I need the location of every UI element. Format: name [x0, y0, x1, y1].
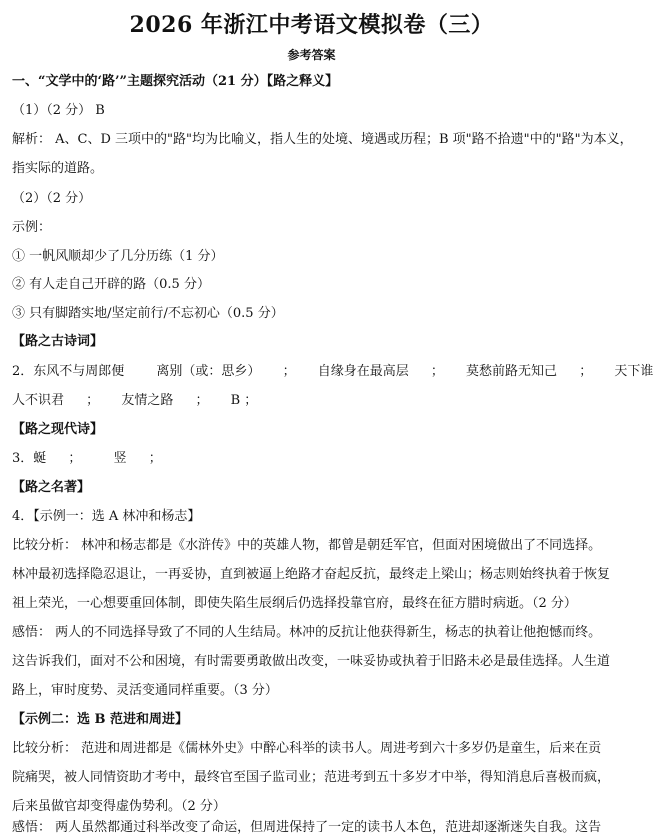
- paragraph-line: 林冲最初选择隐忍退让，一再妥协，直到被逼上绝路才奋起反抗，最终走上梁山；杨志则始终执着于恢复: [12, 567, 611, 582]
- answer-3-blank-1: 3．蜒: [12, 451, 47, 466]
- separator: ；: [195, 393, 209, 408]
- answer-3-blank-2: 竖: [113, 451, 127, 466]
- paragraph-line: 比较分析： 林冲和杨志都是《水浒传》中的英雄人物，都曾是朝廷军官，但面对困境做出了不同选择。: [12, 538, 602, 553]
- separator: ；: [148, 451, 162, 466]
- answer-2-line-2: [12, 391, 615, 411]
- paragraph-line: 后来虽做官却变得虚伪势利。（2 分）: [12, 799, 226, 814]
- document-subtitle: 参考答案: [287, 48, 336, 62]
- section-heading-poetry: 【路之古诗词】: [12, 334, 104, 349]
- example-item-2: ② 有人走自己开辟的路（0.5 分）: [12, 277, 210, 292]
- analysis-line-2: 指实际的道路。: [12, 161, 104, 176]
- answer-2-blank-6: 人不识君: [12, 393, 65, 408]
- answer-1-1: （1）（2 分） B: [12, 103, 105, 118]
- answer-2-blank-7: 友情之路: [121, 393, 174, 408]
- answer-2-blank-3: 自缘身在最高层: [317, 364, 409, 379]
- answer-4-example-1-heading: 4．【示例一：选 A 林冲和杨志】: [12, 509, 201, 524]
- document-title: 2026 年浙江中考语文模拟卷（三）: [129, 12, 494, 38]
- answer-2-blank-1: 2．东风不与周郎便: [12, 364, 125, 379]
- example-item-1: ① 一帆风顺却少了几分历练（1 分）: [12, 249, 224, 264]
- answer-2-line-1: [12, 362, 653, 382]
- answer-1-2: （2）（2 分）: [12, 191, 92, 206]
- separator: ；: [579, 364, 593, 379]
- answer-2-blank-5: 天下谁: [614, 364, 653, 379]
- example-item-3: ③ 只有脚踏实地/坚定前行/不忘初心（0.5 分）: [12, 306, 284, 321]
- answer-4-example-2-heading: 【示例二：选 B 范进和周进】: [12, 712, 189, 727]
- paragraph-line: 这告诉我们，面对不公和困境，有时需要勇敢做出改变，一味妥协或执着于旧路未必是最佳选择。人生道: [12, 654, 611, 669]
- paragraph-line: 路上，审时度势、灵活变通同样重要。（3 分）: [12, 683, 278, 698]
- separator: ；: [68, 451, 82, 466]
- section-heading-1: 一、“文学中的‘路’”主题探究活动（21 分）【路之释义】: [12, 74, 339, 89]
- paragraph-line: 比较分析： 范进和周进都是《儒林外史》中醉心科举的读书人。周进考到六十多岁仍是童生，后来在贡: [12, 741, 602, 756]
- analysis-line-1: 解析： A、C、D 三项中的"路"均为比喻义，指人生的处境、境遇或历程；B 项"路不拾遗"中的"路"为本义，: [12, 132, 633, 147]
- separator: ；: [430, 364, 444, 379]
- paragraph-line: 院痛哭，被人同情资助才考中，最终官至国子监司业；范进考到五十多岁才中举，得知消息后喜极而疯，: [12, 770, 611, 785]
- separator: ；: [86, 393, 100, 408]
- answer-3: [12, 449, 615, 469]
- separator: ；: [282, 364, 296, 379]
- example-label: 示例：: [12, 220, 52, 235]
- section-heading-classics: 【路之名著】: [12, 480, 91, 495]
- answer-2-blank-4: 莫愁前路无知己: [466, 364, 558, 379]
- section-heading-modern-poetry: 【路之现代诗】: [12, 422, 104, 437]
- answer-2-blank-2: 离别（或：思乡）: [156, 364, 261, 379]
- paragraph-line: 感悟： 两人的不同选择导致了不同的人生结局。林冲的反抗让他获得新生，杨志的执着让他抱憾而终。: [12, 625, 602, 640]
- paragraph-line: 祖上荣光，一心想要重回体制，即使失陷生辰纲后仍选择投靠官府，最终在征方腊时病逝。（2 分）: [12, 596, 577, 611]
- paragraph-line: 感悟： 两人虽然都通过科举改变了命运，但周进保持了一定的读书人本色，范进却逐渐迷失自我。这告: [12, 820, 602, 835]
- answer-2-blank-8: B ；: [230, 393, 258, 408]
